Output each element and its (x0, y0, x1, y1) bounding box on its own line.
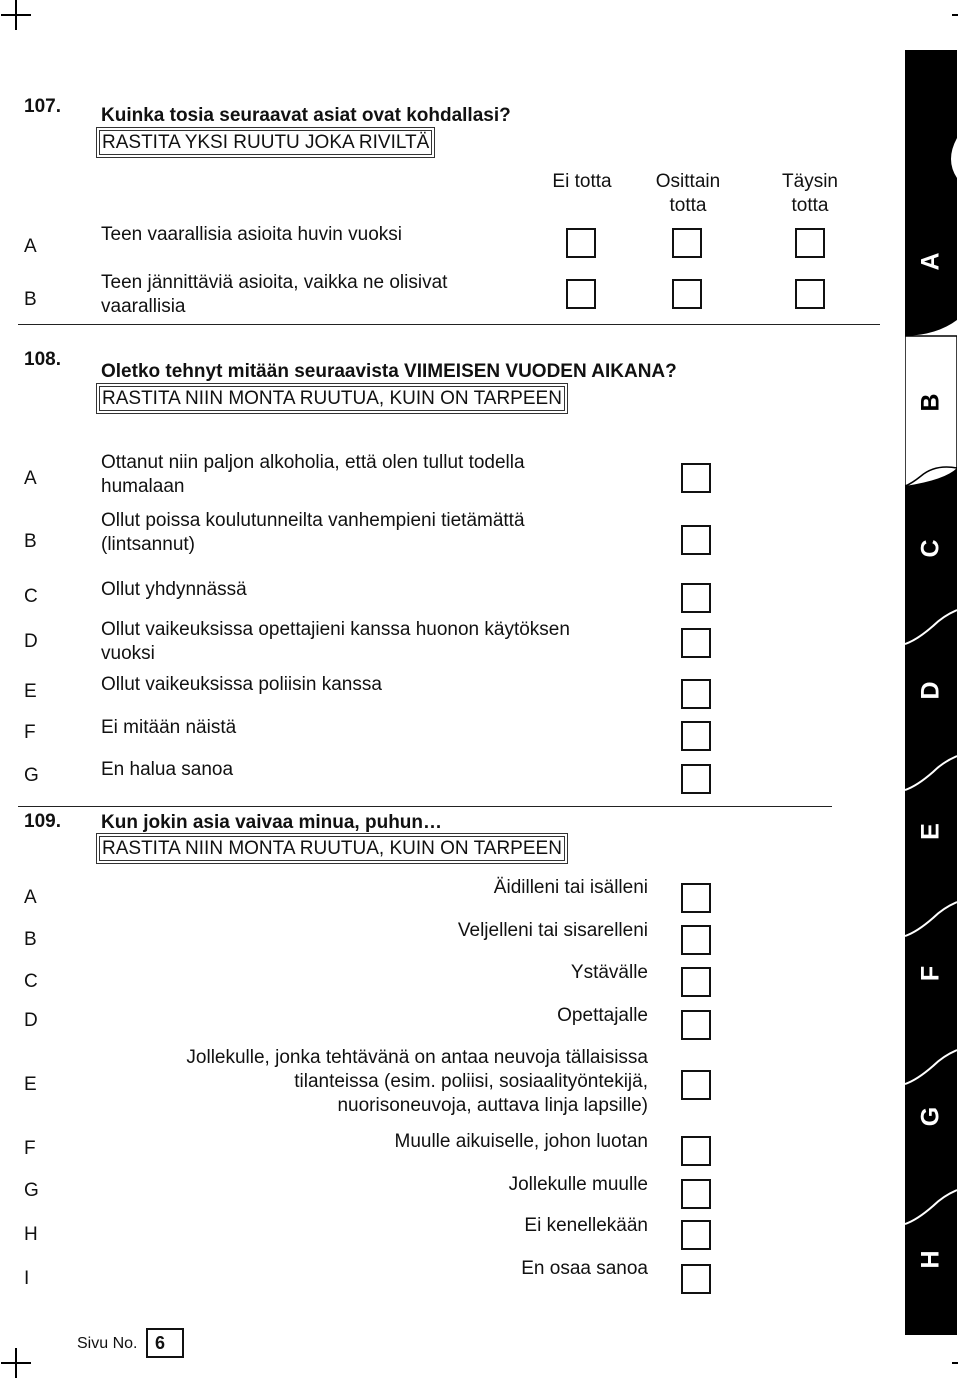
instruction-box: RASTITA YKSI RUUTU JOKA RIVILTÄ (99, 130, 432, 155)
page-number-box (146, 1328, 184, 1358)
item-label: En osaa sanoa (521, 1258, 648, 1279)
column-header-fully-true: Täysin totta (782, 171, 838, 216)
item-label: Äidilleni tai isälleni (493, 877, 648, 898)
item-label: Ei kenellekään (524, 1215, 648, 1236)
item-letter: E (24, 681, 37, 702)
page-label: Sivu No. (77, 1335, 138, 1352)
item-letter: B (24, 929, 37, 950)
checkbox-a-not-true[interactable] (566, 228, 596, 258)
checkbox-e[interactable] (681, 679, 711, 709)
question-number: 109. (24, 811, 61, 832)
item-letter: C (24, 586, 38, 607)
checkbox-a-fully-true[interactable] (795, 228, 825, 258)
tab-h[interactable]: H (916, 1250, 945, 1269)
question-number: 108. (24, 349, 61, 370)
item-letter: B (24, 531, 37, 552)
item-letter: E (24, 1074, 37, 1095)
tab-g[interactable]: G (916, 1106, 945, 1127)
checkbox-f[interactable] (681, 1136, 711, 1166)
registration-mark-bottom-left (1, 1348, 31, 1378)
item-label: Ollut poissa koulutunneilta vanhempieni tietämättä (lintsannut) (101, 510, 525, 555)
item-label: Ollut yhdynnässä (101, 579, 247, 600)
item-letter: A (24, 468, 37, 489)
item-label: Ottanut niin paljon alkoholia, että olen tullut todella humalaan (101, 452, 525, 497)
item-label: Muulle aikuiselle, johon luotan (394, 1131, 648, 1152)
instruction-box: RASTITA NIIN MONTA RUUTUA, KUIN ON TARPEEN (99, 836, 565, 861)
tab-b[interactable]: B (916, 393, 945, 412)
item-letter: C (24, 971, 38, 992)
item-letter: D (24, 631, 38, 652)
question-text: Kuinka tosia seuraavat asiat ovat kohdallasi? (101, 105, 511, 126)
row-letter: A (24, 236, 37, 257)
checkbox-a[interactable] (681, 463, 711, 493)
tab-a[interactable]: A (916, 252, 945, 271)
item-label: Jollekulle muulle (508, 1174, 648, 1195)
checkbox-d[interactable] (681, 1010, 711, 1040)
checkbox-a[interactable] (681, 883, 711, 913)
question-number: 107. (24, 96, 61, 117)
question-text: Kun jokin asia vaivaa minua, puhun… (101, 812, 443, 833)
item-letter: H (24, 1224, 38, 1245)
item-label: En halua sanoa (101, 759, 234, 780)
item-label: Ollut vaikeuksissa opettajieni kanssa huonon käytöksen vuoksi (101, 619, 570, 664)
column-header-not-true: Ei totta (552, 171, 612, 192)
tab-f[interactable]: F (916, 965, 945, 982)
checkbox-b-fully-true[interactable] (795, 279, 825, 309)
row-letter: B (24, 289, 37, 310)
checkbox-a-partly-true[interactable] (672, 228, 702, 258)
checkbox-c[interactable] (681, 967, 711, 997)
registration-mark-top-left (1, 0, 31, 30)
item-letter: I (24, 1268, 30, 1289)
checkbox-b-not-true[interactable] (566, 279, 596, 309)
item-label: Jollekulle, jonka tehtävänä on antaa neuvoja tällaisissa tilanteissa (esim. poliisi, sosiaalityöntekijä, nuorisoneuvoja, auttava linja lapsille) (186, 1047, 648, 1116)
checkbox-c[interactable] (681, 583, 711, 613)
item-letter: D (24, 1010, 38, 1031)
checkbox-g[interactable] (681, 764, 711, 794)
item-label: Veljelleni tai sisarelleni (457, 920, 648, 941)
item-letter: F (24, 1138, 36, 1159)
checkbox-e[interactable] (681, 1070, 711, 1100)
column-header-partly-true: Osittain totta (655, 171, 721, 216)
item-letter: G (24, 765, 39, 786)
corner-mark-bottom-right (952, 1362, 958, 1364)
checkbox-h[interactable] (681, 1220, 711, 1250)
checkbox-f[interactable] (681, 721, 711, 751)
item-label: Ei mitään näistä (101, 717, 237, 738)
item-letter: F (24, 722, 36, 743)
section-divider (18, 324, 880, 325)
row-label: Teen jännittäviä asioita, vaikka ne olisivat vaarallisia (101, 272, 448, 317)
item-label: Ollut vaikeuksissa poliisin kanssa (101, 674, 382, 695)
tab-d[interactable]: D (916, 681, 945, 700)
item-label: Opettajalle (557, 1005, 648, 1026)
checkbox-b[interactable] (681, 525, 711, 555)
checkbox-i[interactable] (681, 1264, 711, 1294)
tab-e[interactable]: E (916, 823, 945, 840)
corner-mark-top-right (952, 14, 958, 16)
tab-c[interactable]: C (916, 539, 945, 558)
item-label: Ystävälle (570, 962, 648, 983)
checkbox-b[interactable] (681, 925, 711, 955)
row-label: Teen vaarallisia asioita huvin vuoksi (101, 224, 402, 245)
checkbox-g[interactable] (681, 1179, 711, 1209)
question-text: Oletko tehnyt mitään seuraavista VIIMEISEN VUODEN AIKANA? (101, 361, 677, 382)
item-letter: G (24, 1180, 39, 1201)
section-tab-strip (905, 50, 957, 1335)
item-letter: A (24, 887, 37, 908)
instruction-box: RASTITA NIIN MONTA RUUTUA, KUIN ON TARPEEN (99, 386, 565, 411)
checkbox-d[interactable] (681, 628, 711, 658)
section-divider (18, 806, 832, 807)
page-number: 6 (155, 1333, 166, 1353)
checkbox-b-partly-true[interactable] (672, 279, 702, 309)
